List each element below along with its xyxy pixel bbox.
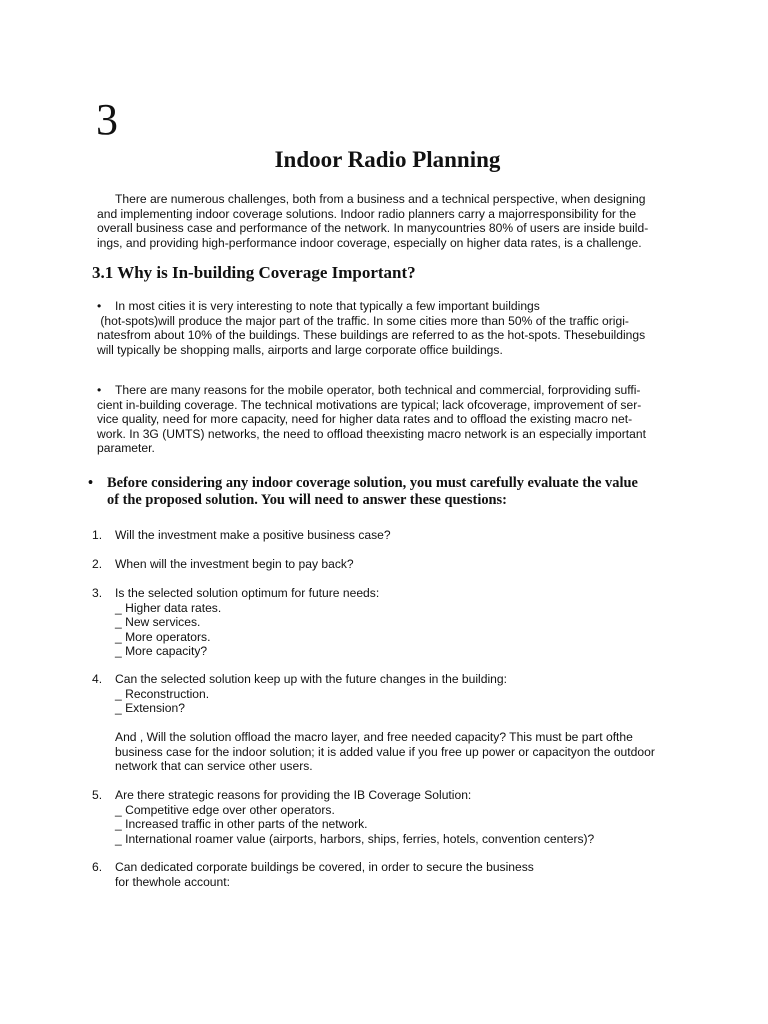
bullet-marker: • xyxy=(97,383,102,397)
intro-line: and implementing indoor coverage solutions. Indoor radio planners carry a majorresponsibility for the xyxy=(97,206,637,221)
intro-line: overall business case and performance of the network. In manycountries 80% of users are inside build- xyxy=(97,221,649,235)
bullet-line: (hot-spots)will produce the major part of the traffic. In some cities more than 50% of the traffic origi- xyxy=(97,313,629,328)
question-number: 4. xyxy=(92,672,103,686)
intro-paragraph xyxy=(97,192,677,250)
question-line: _ Extension? xyxy=(115,701,185,715)
question-number: 3. xyxy=(92,586,103,600)
bullet-first-line xyxy=(97,299,677,314)
question-number: 5. xyxy=(92,788,103,802)
bullet-paragraph xyxy=(97,299,677,357)
callout-paragraph xyxy=(88,475,688,509)
intro-line: ings, and providing high-performance indoor coverage, especially on higher data rates, is a challenge. xyxy=(97,235,642,250)
question-line: _ New services. xyxy=(115,615,201,629)
question-line: When will the investment begin to pay back? xyxy=(115,557,354,571)
bullet-paragraph xyxy=(97,383,677,456)
section-heading: 3.1 Why is In-building Coverage Important? xyxy=(92,263,416,282)
question-item xyxy=(92,860,692,889)
question-line: for thewhole account: xyxy=(115,874,230,889)
chapter-title: Indoor Radio Planning xyxy=(274,147,501,172)
bullet-marker: • xyxy=(97,299,102,313)
bullet-line: There are many reasons for the mobile operator, both technical and commercial, forproviding suffi- xyxy=(115,383,641,397)
question-line: _ Reconstruction. xyxy=(115,686,210,701)
bullet-first-line xyxy=(97,383,677,398)
callout-line: Before considering any indoor coverage solution, you must carefully evaluate the value xyxy=(107,475,638,491)
question-line: Is the selected solution optimum for future needs: xyxy=(115,586,380,600)
bullet-line: work. In 3G (UMTS) networks, the need to offload theexisting macro network is an especially important xyxy=(97,426,646,441)
intro-line: There are numerous challenges, both from a business and a technical perspective, when designing xyxy=(115,192,646,206)
question-line: _ International roamer value (airports, harbors, ships, ferries, hotels, convention centers)? xyxy=(115,831,595,846)
question-item xyxy=(92,672,692,774)
bullet-line: natesfrom about 10% of the buildings. These buildings are referred to as the hot-spots. Thesebuildings xyxy=(97,328,646,342)
question-line: Will the investment make a positive business case? xyxy=(115,528,391,542)
bullet-line: will typically be shopping malls, airports and large corporate office buildings. xyxy=(97,342,503,357)
question-item xyxy=(92,557,692,572)
bullet-line: vice quality, need for more capacity, need for higher data rates and to offload the existing macro net- xyxy=(97,412,633,426)
callout-line: of the proposed solution. You will need to answer these questions: xyxy=(107,492,507,508)
question-item xyxy=(92,586,692,659)
question-number: 1. xyxy=(92,528,103,542)
question-item xyxy=(92,528,692,543)
bullet-line: In most cities it is very interesting to note that typically a few important buildings xyxy=(115,299,540,313)
question-line: _ Higher data rates. xyxy=(115,600,222,615)
question-line: _ Competitive edge over other operators. xyxy=(115,802,335,817)
question-number: 2. xyxy=(92,557,103,571)
question-line: Can the selected solution keep up with the future changes in the building: xyxy=(115,672,507,686)
question-item xyxy=(92,788,692,846)
bullet-line: cient in-building coverage. The technical motivations are typical; lack ofcoverage, improvement of ser- xyxy=(97,397,642,412)
bullet-line: parameter. xyxy=(97,441,155,455)
question-line: _ More capacity? xyxy=(115,644,208,658)
callout-marker: • xyxy=(88,475,94,491)
question-line: Are there strategic reasons for providing the IB Coverage Solution: xyxy=(115,788,472,802)
question-number: 6. xyxy=(92,860,103,874)
question-extra-line: network that can service other users. xyxy=(115,759,313,773)
chapter-number: 3 xyxy=(96,95,118,144)
question-extra-line: And , Will the solution offload the macro layer, and free needed capacity? This must be part ofthe xyxy=(115,730,633,744)
question-line: Can dedicated corporate buildings be covered, in order to secure the business xyxy=(115,860,534,874)
question-line: _ More operators. xyxy=(115,629,211,644)
question-extra-line: business case for the indoor solution; it is added value if you free up power or capacityon the outdoor xyxy=(115,744,655,759)
question-line: _ Increased traffic in other parts of the network. xyxy=(115,817,368,831)
